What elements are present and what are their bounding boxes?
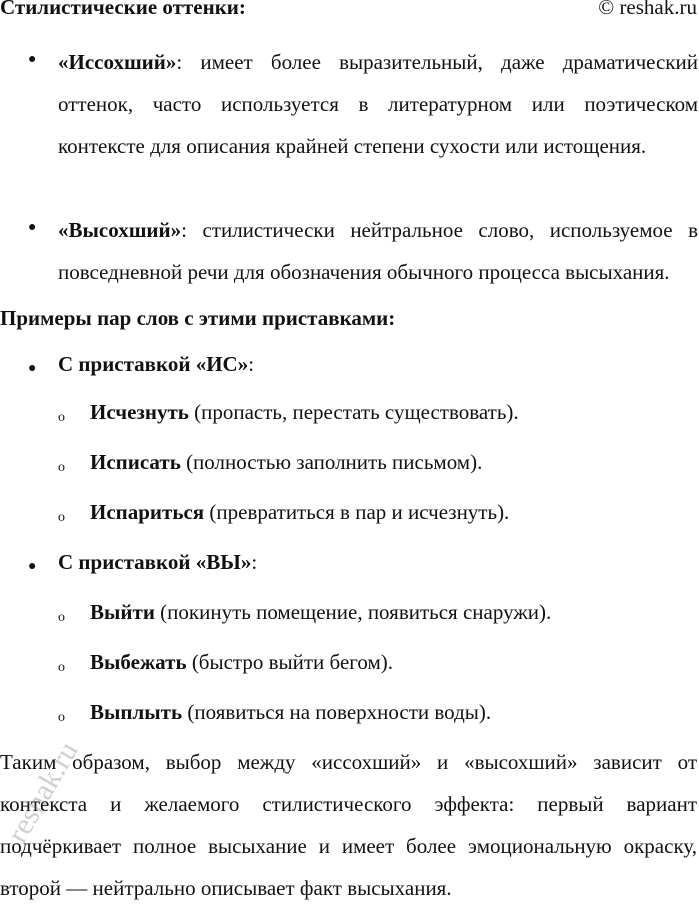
gloss: (полностью заполнить письмом). [180, 450, 483, 474]
bullet-icon: ● [28, 52, 37, 67]
bullet-icon: ● [28, 559, 37, 574]
word: Выбежать [90, 650, 187, 674]
style-item-1 [58, 41, 698, 167]
description: : стилистически нейтральное слово, используемое в повседневной речи для обозначения обычного процесса высыхания. [58, 218, 698, 284]
group-vy [58, 550, 257, 575]
bullet-icon: ● [28, 220, 37, 235]
circle-bullet-icon: o [58, 410, 65, 425]
example-item [90, 700, 491, 725]
word: Испариться [90, 500, 205, 524]
word: Исписать [90, 450, 181, 474]
example-item [90, 400, 519, 425]
group-label: С приставкой «ВЫ» [58, 550, 252, 574]
style-item-2 [58, 209, 698, 293]
circle-bullet-icon: o [58, 710, 65, 725]
circle-bullet-icon: o [58, 510, 65, 525]
examples-heading: Примеры пар слов с этими приставками: [0, 306, 396, 330]
colon: : [248, 352, 255, 376]
example-item [90, 500, 509, 525]
bullet-icon: ● [28, 361, 37, 376]
circle-bullet-icon: o [58, 660, 65, 675]
gloss: (быстро выйти бегом). [186, 650, 393, 674]
watermark: reshak.ru [0, 736, 85, 849]
copyright: © reshak.ru [598, 0, 697, 19]
gloss: (покинуть помещение, появиться снаружи). [154, 600, 552, 624]
description: : имеет более выразительный, даже драматический оттенок, часто используется в литературном или поэтическом контексте для описания крайней степени сухости или истощения. [58, 50, 698, 158]
gloss: (превратиться в пар и исчезнуть). [204, 500, 510, 524]
group-label: С приставкой «ИС» [58, 352, 249, 376]
gloss: (пропасть, перестать существовать). [188, 400, 519, 424]
example-item [90, 650, 393, 675]
term: «Высохший» [58, 218, 182, 242]
section-title: Стилистические оттенки: [0, 0, 246, 19]
group-is [58, 352, 254, 377]
circle-bullet-icon: o [58, 610, 65, 625]
term: «Иссохший» [58, 50, 177, 74]
conclusion-paragraph: Таким образом, выбор между «иссохший» и «высохший» зависит от контекста и желаемого стилистического эффекта: первый вариант подчёркивает полное высыхание и имеет более эмоциональную окраску, второй — нейтрально описывает факт высыхания. [0, 750, 697, 900]
gloss: (появиться на поверхности воды). [182, 700, 492, 724]
example-item [90, 450, 482, 475]
colon: : [251, 550, 258, 574]
example-item [90, 600, 551, 625]
circle-bullet-icon: o [58, 460, 65, 475]
word: Выплыть [90, 700, 183, 724]
word: Исчезнуть [90, 400, 189, 424]
word: Выйти [90, 600, 155, 624]
